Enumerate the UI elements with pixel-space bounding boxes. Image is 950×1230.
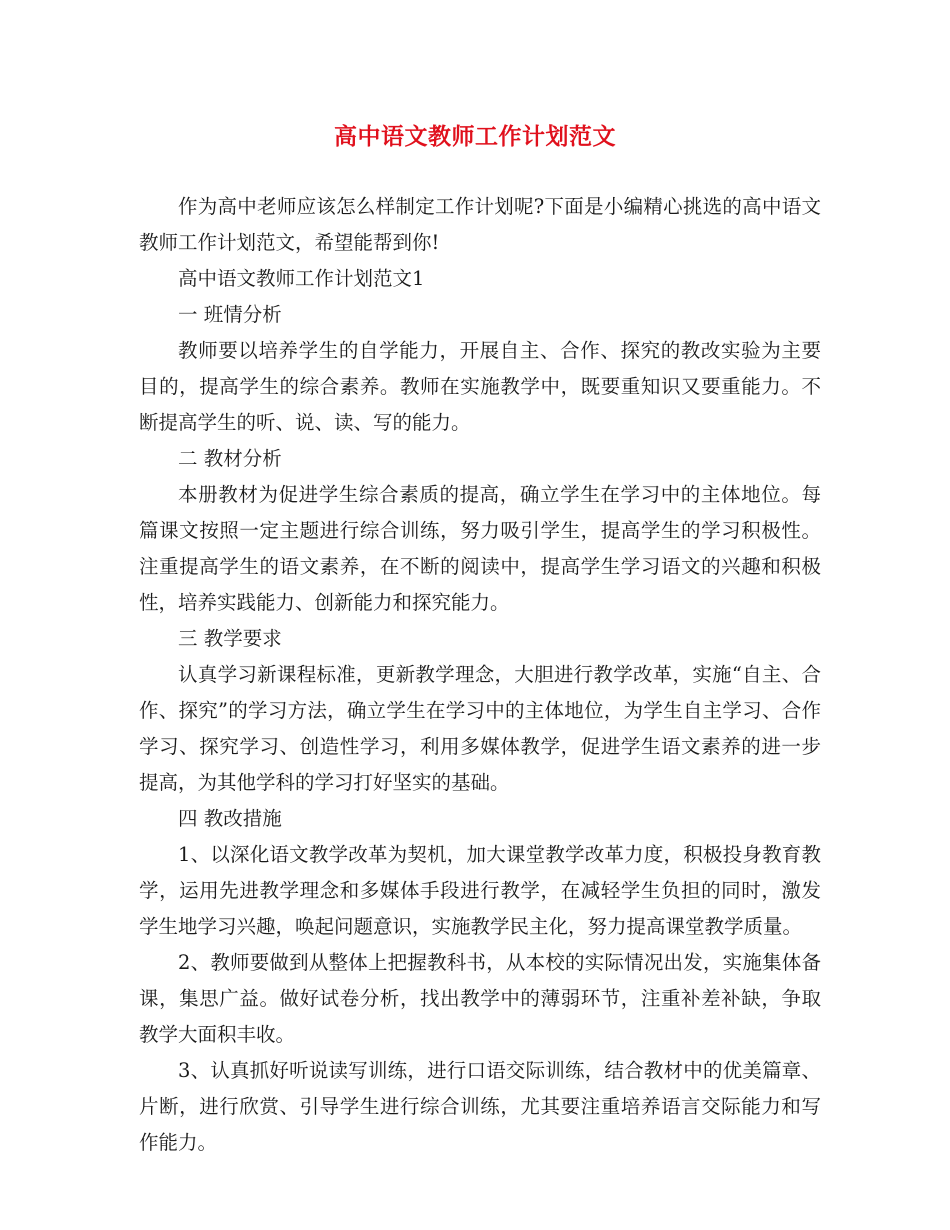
section-title: 高中语文教师工作计划范文1 [178, 267, 425, 290]
list-item: 1、以深化语文教学改革为契机，加大课堂教学改革力度，积极投身教育教学，运用先进教学理念和多媒体手段进行教学，在减轻学生负担的同时，激发学生地学习兴趣，唤起问题意识，实施教学民主化，努力提高课堂教学质量。 [139, 843, 821, 938]
list-item: 2、教师要做到从整体上把握教科书，从本校的实际情况出发，实施集体备课，集思广益。做好试卷分析，找出教学中的薄弱环节，注重补差补缺，争取教学大面积丰收。 [139, 951, 821, 1046]
document-title: 高中语文教师工作计划范文 [334, 123, 616, 150]
intro-paragraph: 作为高中老师应该怎么样制定工作计划呢?下面是小编精心挑选的高中语文教师工作计划范文，希望能帮到你! [139, 195, 821, 254]
document-body [139, 189, 821, 1161]
paragraph-textbook-analysis: 本册教材为促进学生综合素质的提高，确立学生在学习中的主体地位。每篇课文按照一定主题进行综合训练，努力吸引学生，提高学生的学习积极性。注重提高学生的语文素养，在不断的阅读中，提高学生学习语文的兴趣和积极性，培养实践能力、创新能力和探究能力。 [139, 483, 821, 614]
heading-class-analysis: 一 班情分析 [178, 303, 282, 326]
heading-teaching-requirements: 三 教学要求 [178, 627, 282, 650]
paragraph-teaching-requirements: 认真学习新课程标准，更新教学理念，大胆进行教学改革，实施“自主、合作、探究”的学习方法，确立学生在学习中的主体地位，为学生自主学习、合作学习、探究学习、创造性学习，利用多媒体教学，促进学生语文素养的进一步提高，为其他学科的学习打好坚实的基础。 [139, 663, 821, 794]
heading-reform-measures: 四 教改措施 [178, 807, 282, 830]
list-item: 3、认真抓好听说读写训练，进行口语交际训练，结合教材中的优美篇章、片断，进行欣赏、引导学生进行综合训练，尤其要注重培养语言交际能力和写作能力。 [139, 1059, 821, 1154]
paragraph-class-analysis: 教师要以培养学生的自学能力，开展自主、合作、探究的教改实验为主要目的，提高学生的综合素养。教师在实施教学中，既要重知识又要重能力。不断提高学生的听、说、读、写的能力。 [139, 339, 821, 434]
heading-textbook-analysis: 二 教材分析 [178, 447, 282, 470]
